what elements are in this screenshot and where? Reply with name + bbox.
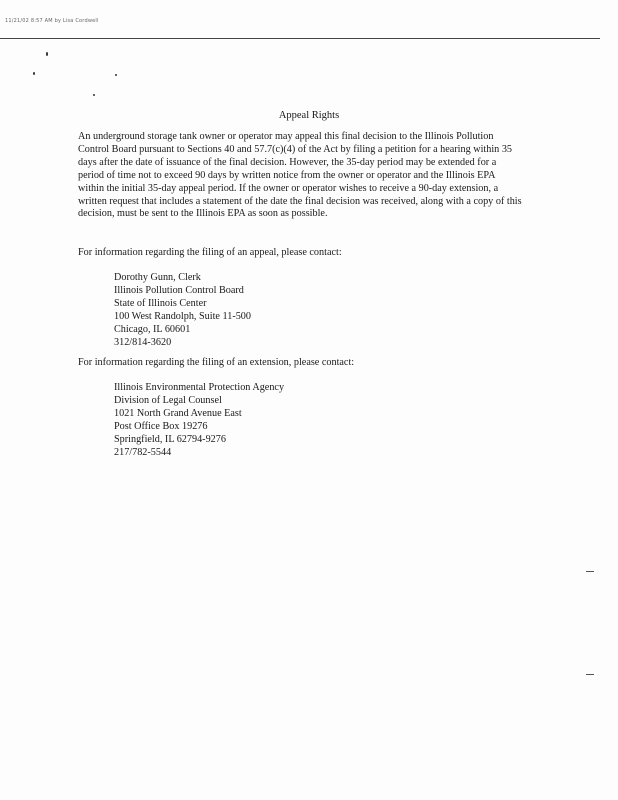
fax-header-rule (0, 38, 600, 39)
contact-city: Chicago, IL 60601 (114, 324, 191, 336)
contact-organization: Illinois Pollution Control Board (114, 285, 244, 297)
fax-header: 11/21/02 8:57 AM by Lisa Cordwell (5, 18, 99, 24)
contact-city: Springfield, IL 62794-9276 (114, 434, 226, 446)
scan-speck (115, 74, 117, 76)
scan-speck (93, 94, 95, 96)
page-title: Appeal Rights (278, 110, 340, 121)
appeal-contact-intro: For information regarding the filing of an appeal, please contact: (78, 247, 342, 258)
contact-organization: Illinois Environmental Protection Agency (114, 382, 285, 393)
contact-street: 1021 North Grand Avenue East (114, 408, 242, 420)
contact-division: Division of Legal Counsel (114, 395, 222, 407)
scan-speck (33, 72, 35, 75)
scan-mark (586, 674, 594, 675)
extension-contact-intro: For information regarding the filing of an extension, please contact: (78, 357, 355, 368)
extension-contact-address (114, 381, 284, 460)
appeal-contact-address (114, 271, 251, 350)
scan-speck (46, 52, 48, 56)
contact-building: State of Illinois Center (114, 298, 207, 310)
contact-street: 100 West Randolph, Suite 11-500 (114, 311, 251, 323)
scan-mark (586, 571, 594, 572)
contact-po-box: Post Office Box 19276 (114, 421, 208, 433)
appeal-rights-paragraph: An underground storage tank owner or operator may appeal this final decision to the Illinois Pollution Control Board pursuant to Sections 40 and 57.7(c)(4) of the Act by filing a petition for a hearing within 35 days after the date of issuance of the final decision. However, the 35-day period may be extended for a period of time not to exceed 90 days by written notice from the owner or operator and the Illinois EPA within the initial 35-day appeal period. If the owner or operator wishes to receive a 90-day extension, a written request that includes a statement of the date the final decision was received, along with a copy of this decision, must be sent to the Illinois EPA as soon as possible. (78, 131, 522, 220)
contact-phone: 217/782-5544 (114, 447, 172, 459)
contact-phone: 312/814-3620 (114, 337, 172, 349)
contact-name: Dorothy Gunn, Clerk (114, 272, 201, 283)
